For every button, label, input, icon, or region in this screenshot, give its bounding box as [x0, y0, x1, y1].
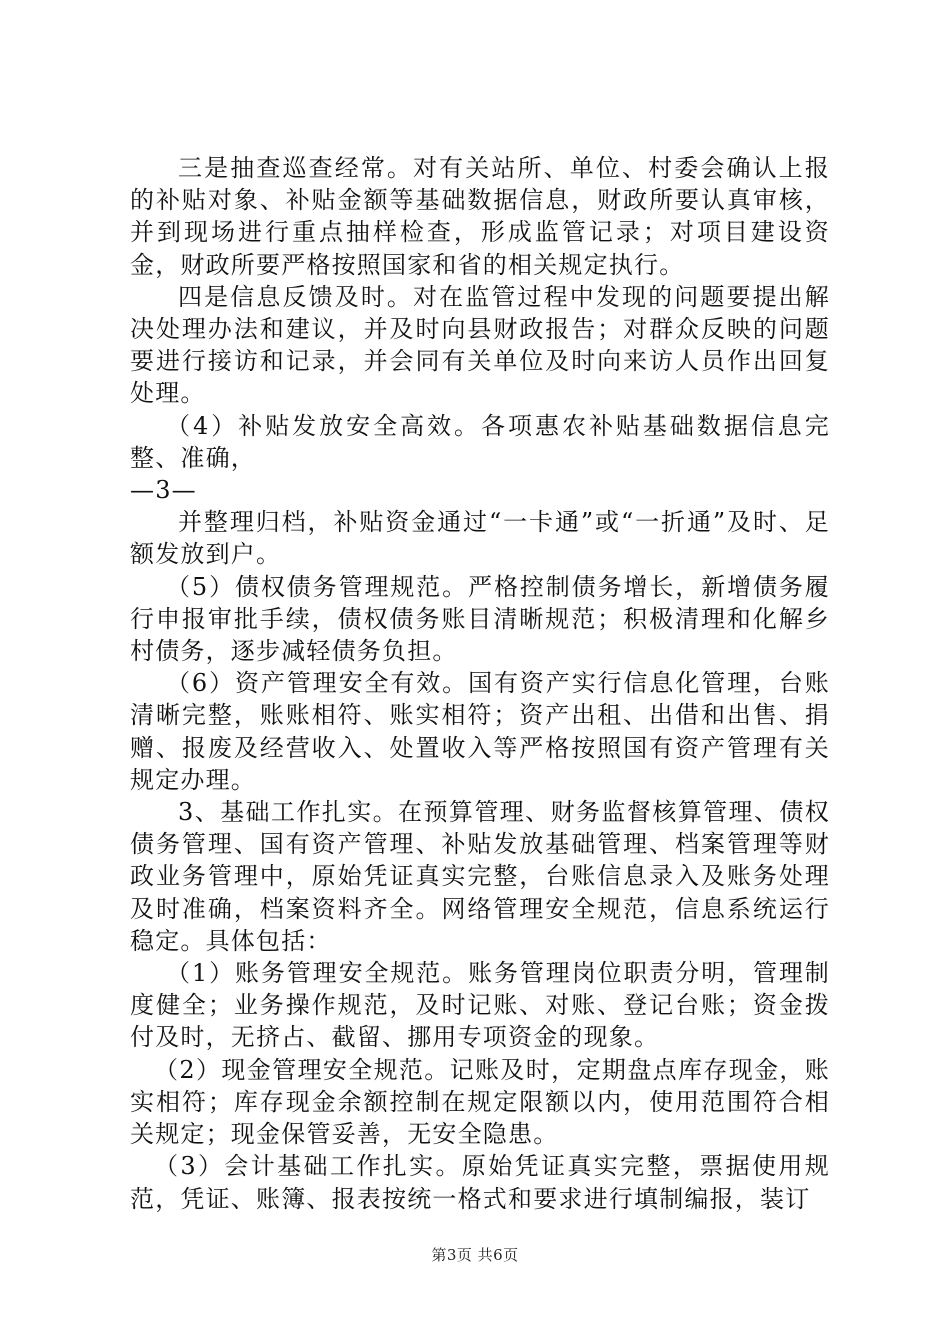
- paragraph-accounting-management: （1）账务管理安全规范。账务管理岗位职责分明，管理制度健全；业务操作规范，及时记账、对账、登记台账；资金拨付及时，无挤占、截留、挪用专项资金的现象。: [130, 959, 830, 1052]
- paragraph-subsidy-distribution: （4）补贴发放安全高效。各项惠农补贴基础数据信息完整、准确，: [130, 411, 830, 472]
- document-body: [130, 152, 830, 1215]
- paragraph-accounting-basics: （3）会计基础工作扎实。原始凭证真实完整，票据使用规范，凭证、账簿、报表按统一格式和要求进行填制编报，装订: [130, 1152, 830, 1213]
- paragraph-feedback: 四是信息反馈及时。对在监管过程中发现的问题要提出解决处理办法和建议，并及时向县财政报告；对群众反映的问题要进行接访和记录，并会同有关单位及时向来访人员作出回复处理。: [130, 282, 830, 408]
- page-footer: 第3页 共6页: [431, 1246, 519, 1264]
- paragraph-asset-management: （6）资产管理安全有效。国有资产实行信息化管理，台账清晰完整，账账相符、账实相符；资产出租、出借和出售、捐赠、报废及经营收入、处置收入等严格按照国有资产管理有关规定办理。: [130, 669, 830, 794]
- paragraph-cash-management: （2）现金管理安全规范。记账及时，定期盘点库存现金，账实相符；库存现金余额控制在规定限额以内，使用范围符合相关规定；现金保管妥善，无安全隐患。: [130, 1055, 830, 1149]
- paragraph-spot-check: 三是抽查巡查经常。对有关站所、单位、村委会确认上报的补贴对象、补贴金额等基础数据信息，财政所要认真审核，并到现场进行重点抽样检查，形成监管记录；对项目建设资金，财政所要严格按照国家和省的相关规定执行。: [130, 154, 830, 279]
- paragraph-debt-management: （5）债权债务管理规范。严格控制债务增长，新增债务履行申报审批手续，债权债务账目清晰规范；积极清理和化解乡村债务，逐步减轻债务负担。: [130, 572, 830, 666]
- inline-page-marker: —3—: [130, 476, 197, 505]
- paragraph-subsidy-continued: 并整理归档，补贴资金通过“一卡通”或“一折通”及时、足额发放到户。: [130, 508, 830, 569]
- paragraph-basic-work: 3、基础工作扎实。在预算管理、财务监督核算管理、债权债务管理、国有资产管理、补贴发放基础管理、档案管理等财政业务管理中，原始凭证真实完整，台账信息录入及账务处理及时准确，档案资料齐全。网络管理安全规范，信息系统运行稳定。具体包括：: [130, 798, 830, 955]
